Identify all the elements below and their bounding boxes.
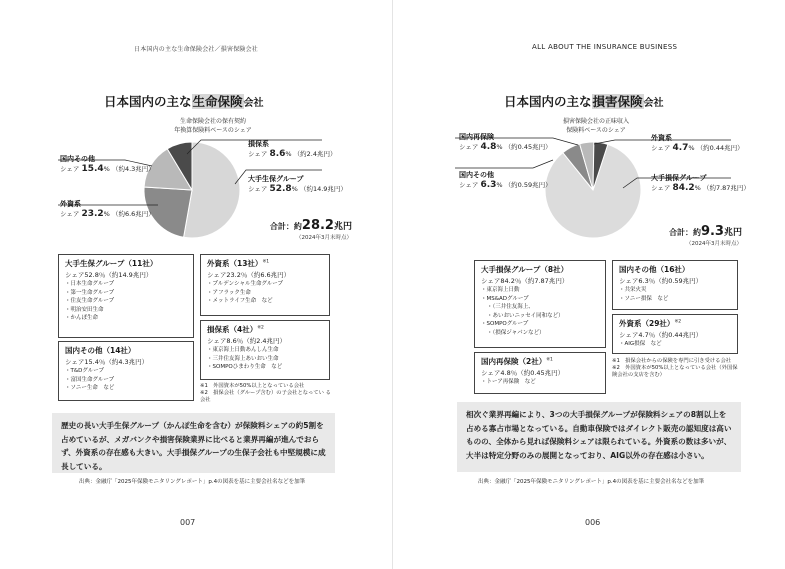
share-amount: （約0.45兆円） — [504, 143, 552, 151]
left-box-major — [58, 254, 194, 338]
footnote-mark: ※2 — [200, 390, 208, 396]
total-prefix: 合計：約 — [269, 222, 302, 231]
right-total-note: （2024年3月末時点） — [686, 241, 742, 247]
left-total-note: （2024年3月末時点） — [296, 235, 352, 241]
box-list — [207, 280, 323, 306]
right-running-head: ALL ABOUT THE INSURANCE BUSINESS — [532, 43, 678, 51]
box-title-text: 損保系（4社） — [207, 325, 258, 334]
share-unit: % — [103, 165, 110, 173]
share-amount: （約0.44兆円） — [696, 144, 744, 152]
right-summary: 相次ぐ業界再編により、3つの大手損保グループが保険料シェアの8割以上を占める寡占市場となっている。自動車保険ではダイレクト販売の認知度は高いものの、全体から見れば保険料シェアは限られている。外資系の数は多いが、大半は特定分野のみの展開となっており、AIG以外の存在感は小さい。 — [457, 402, 741, 472]
right-label-domestic-value — [459, 180, 552, 190]
list-item: ・ ソニー生命 など — [65, 384, 187, 393]
right-label-major — [651, 173, 750, 193]
right-footnote-2 — [612, 365, 742, 379]
left-footnote-1 — [200, 383, 332, 390]
list-item: ・ かんぽ生命 — [65, 314, 187, 323]
list-item: ・ 東京海上日動 — [481, 286, 599, 295]
left-summary: 歴史の長い大手生保グループ（かんぽ生命を含む）が保険料シェアの約5割を占めているが、メガバンクや損害保険業界に比べると業界再編が進んでおらず、外資系の存在感も大きい。大手損保グループの生保子会社も中堅規模に成長している。 — [52, 413, 335, 473]
left-label-major — [248, 174, 347, 194]
share-unit: % — [688, 144, 695, 152]
footnote-text: 損保会社（グループ含む）の子会社となってい る会社 — [200, 390, 331, 403]
share-amount: （約7.87兆円） — [702, 184, 750, 192]
left-pie-slices — [144, 142, 240, 238]
right-box-foreign — [612, 314, 738, 354]
list-item: ・ ソニー損保 など — [619, 295, 731, 304]
list-item: ・ SOMPOひまわり生命 など — [207, 363, 323, 372]
left-label-damage-name: 損保系 — [248, 140, 269, 148]
share-prefix: シェア — [248, 150, 268, 158]
share-value: 4.8 — [480, 142, 497, 152]
share-amount: （約6.6兆円） — [111, 210, 155, 218]
list-item: ・ SOMPOグループ — [481, 320, 599, 329]
share-prefix: シェア — [60, 210, 80, 218]
box-list — [65, 367, 187, 393]
right-label-major-value — [651, 183, 750, 193]
right-label-foreign-value — [651, 143, 744, 153]
right-label-domestic — [459, 170, 552, 190]
box-share: シェア84.2％（約7.87兆円） — [481, 277, 569, 285]
right-footnote-1 — [612, 358, 742, 365]
list-item: ・ 共栄火災 — [619, 286, 731, 295]
right-label-foreign-name: 外資系 — [651, 134, 672, 142]
box-title: 大手損保グループ（8社） — [481, 265, 569, 274]
right-total — [650, 224, 742, 247]
left-title-suffix: 会社 — [243, 98, 264, 109]
right-page-number: 006 — [585, 518, 601, 527]
share-unit: % — [496, 143, 503, 151]
box-list — [619, 286, 731, 303]
share-prefix: シェア — [651, 144, 671, 152]
right-title-prefix: 日本国内の主な — [504, 94, 592, 109]
box-list — [481, 286, 599, 337]
left-label-major-name: 大手生保グループ — [248, 175, 304, 183]
list-item: ・ 東京海上日動あんしん生命 — [207, 346, 323, 355]
share-unit: % — [103, 210, 110, 218]
list-item-continued: ・ （損保ジャパンなど） — [481, 329, 599, 338]
footnote-mark: ※2 — [257, 325, 264, 331]
left-label-domestic — [60, 154, 155, 174]
footnote-text: 外国資本が50%以上となっている会社 — [213, 383, 305, 389]
total-unit: 兆円 — [723, 228, 742, 238]
share-unit: % — [291, 185, 298, 193]
list-item: ・ メットライフ生命 など — [207, 297, 323, 306]
share-value: 8.6 — [269, 149, 286, 159]
right-label-domestic-name: 国内その他 — [459, 171, 494, 179]
list-item: ・ T&Dグループ — [65, 367, 187, 376]
left-label-damage — [248, 139, 337, 159]
box-share: シェア6.3％（約0.59兆円） — [619, 277, 703, 285]
left-footnotes — [200, 383, 332, 404]
right-label-major-name: 大手損保グループ — [651, 174, 707, 182]
left-running-head: 日本国内の主な生命保険会社／損害保険会社 — [134, 46, 259, 53]
list-item: ・ 第一生命グループ — [65, 289, 187, 298]
list-item: ・ 住友生命グループ — [65, 297, 187, 306]
share-prefix: シェア — [459, 181, 479, 189]
left-source: 出典：金融庁「2025年保険モニタリングレポート」p.4の図表を基に主要会社名などを加筆 — [79, 479, 306, 485]
share-unit: % — [285, 150, 292, 158]
box-title: 大手生保グループ（11社） — [65, 259, 158, 268]
share-prefix: シェア — [459, 143, 479, 151]
left-title-highlight: 生命保険 — [192, 94, 243, 109]
right-caption-line-1: 損害保険会社の正味収入 — [562, 118, 629, 125]
footnote-mark: ※1 — [200, 383, 208, 389]
footnote-text: 損保会社からの保険を専門に引き受ける会社 — [625, 358, 732, 364]
list-item-continued: ・ あいおいニッセイ同和など） — [481, 312, 599, 321]
box-list — [481, 378, 599, 387]
right-leader-domestic — [455, 160, 553, 168]
share-value: 84.2 — [672, 183, 695, 193]
box-title — [481, 356, 599, 367]
right-pie-slices — [545, 142, 641, 238]
left-label-foreign-name: 外資系 — [60, 200, 81, 208]
footnote-mark: ※2 — [612, 365, 620, 371]
share-prefix: シェア — [60, 165, 80, 173]
right-title-suffix: 会社 — [643, 98, 664, 109]
right-label-reinsurance-value — [459, 142, 552, 152]
list-item: ・ AIG損保 など — [619, 340, 731, 349]
left-label-damage-value — [248, 149, 337, 159]
box-title-text: 外資系（13社） — [207, 259, 263, 268]
share-prefix: シェア — [248, 185, 268, 193]
list-item-continued: ・ （三井住友海上、 — [481, 303, 599, 312]
footnote-mark: ※1 — [612, 358, 620, 364]
box-title: 国内その他（14社） — [65, 346, 136, 355]
right-source: 出典：金融庁「2025年保険モニタリングレポート」p.4の図表を基に主要会社名などを加筆 — [478, 479, 705, 485]
left-box-domestic — [58, 341, 194, 401]
list-item: ・ 明治安田生命 — [65, 306, 187, 315]
share-value: 52.8 — [269, 184, 292, 194]
left-label-major-value — [248, 184, 347, 194]
left-total — [260, 218, 352, 241]
footnote-mark: ※2 — [674, 319, 682, 325]
total-unit: 兆円 — [333, 222, 352, 232]
left-box-damage — [200, 320, 330, 380]
right-caption-line-2: 保険料ベースのシェア — [566, 127, 626, 134]
left-label-foreign — [60, 199, 155, 219]
box-share: シェア23.2％（約6.6兆円） — [207, 271, 291, 279]
box-list — [619, 340, 731, 349]
box-title-text: 外資系（29社） — [619, 319, 675, 328]
right-label-reinsurance — [459, 132, 552, 152]
right-box-major — [474, 260, 606, 348]
footnote-text: 外国資本が50%以上となっている会社（外国保険会社の支店を含む） — [612, 365, 738, 378]
box-share: シェア52.8％（約14.9兆円） — [65, 271, 153, 279]
box-title — [619, 318, 731, 329]
share-amount: （約2.4兆円） — [293, 150, 337, 158]
left-label-domestic-value — [60, 164, 155, 174]
box-list — [65, 280, 187, 323]
box-list — [207, 346, 323, 372]
box-title — [207, 258, 323, 269]
right-box-domestic — [612, 260, 738, 310]
left-total-line — [260, 218, 352, 233]
share-unit: % — [496, 181, 503, 189]
right-label-foreign — [651, 133, 744, 153]
right-box-reinsurance — [474, 352, 606, 394]
share-value: 15.4 — [81, 164, 104, 174]
box-share: シェア4.7％（約0.44兆円） — [619, 331, 703, 339]
list-item: ・ アフラック生命 — [207, 289, 323, 298]
total-value: 9.3 — [700, 224, 724, 239]
footnote-mark: ※1 — [262, 259, 270, 265]
left-caption-line-2: 年換算保険料ベースのシェア — [174, 127, 252, 134]
total-prefix: 合計：約 — [668, 228, 701, 237]
right-title-highlight: 損害保険 — [592, 94, 643, 109]
box-share: シェア4.8％（約0.45兆円） — [481, 369, 565, 377]
share-unit: % — [694, 184, 701, 192]
left-label-foreign-value — [60, 209, 155, 219]
left-label-domestic-name: 国内その他 — [60, 155, 95, 163]
box-title — [207, 324, 323, 335]
list-item: ・ 日本生命グループ — [65, 280, 187, 289]
box-share: シェア8.6％（約2.4兆円） — [207, 337, 287, 345]
box-title-text: 国内再保険（2社） — [481, 357, 547, 366]
share-amount: （約0.59兆円） — [504, 181, 552, 189]
right-total-line — [650, 224, 742, 239]
left-footnote-2 — [200, 390, 332, 404]
share-prefix: シェア — [651, 184, 671, 192]
footnote-mark: ※1 — [546, 357, 553, 363]
left-caption-line-1: 生命保険会社の保有契約 — [179, 118, 246, 125]
box-share: シェア15.4％（約4.3兆円） — [65, 358, 149, 366]
list-item: ・ プルデンシャル生命グループ — [207, 280, 323, 289]
right-footnotes — [612, 358, 742, 379]
list-item: ・ MS&ADグループ — [481, 295, 599, 304]
share-value: 23.2 — [81, 209, 104, 219]
right-label-reinsurance-name: 国内再保険 — [459, 133, 494, 141]
left-title-prefix: 日本国内の主な — [104, 94, 192, 109]
list-item: ・ 富国生命グループ — [65, 376, 187, 385]
left-box-foreign — [200, 254, 330, 316]
box-title: 国内その他（16社） — [619, 265, 690, 274]
share-amount: （約14.9兆円） — [299, 185, 347, 193]
share-value: 6.3 — [480, 180, 497, 190]
list-item: ・ トーア再保険 など — [481, 378, 599, 387]
share-amount: （約4.3兆円） — [111, 165, 155, 173]
share-value: 4.7 — [672, 143, 689, 153]
list-item: ・ 三井住友海上あいおい生命 — [207, 355, 323, 364]
left-page-number: 007 — [180, 518, 196, 527]
total-value: 28.2 — [301, 218, 334, 233]
